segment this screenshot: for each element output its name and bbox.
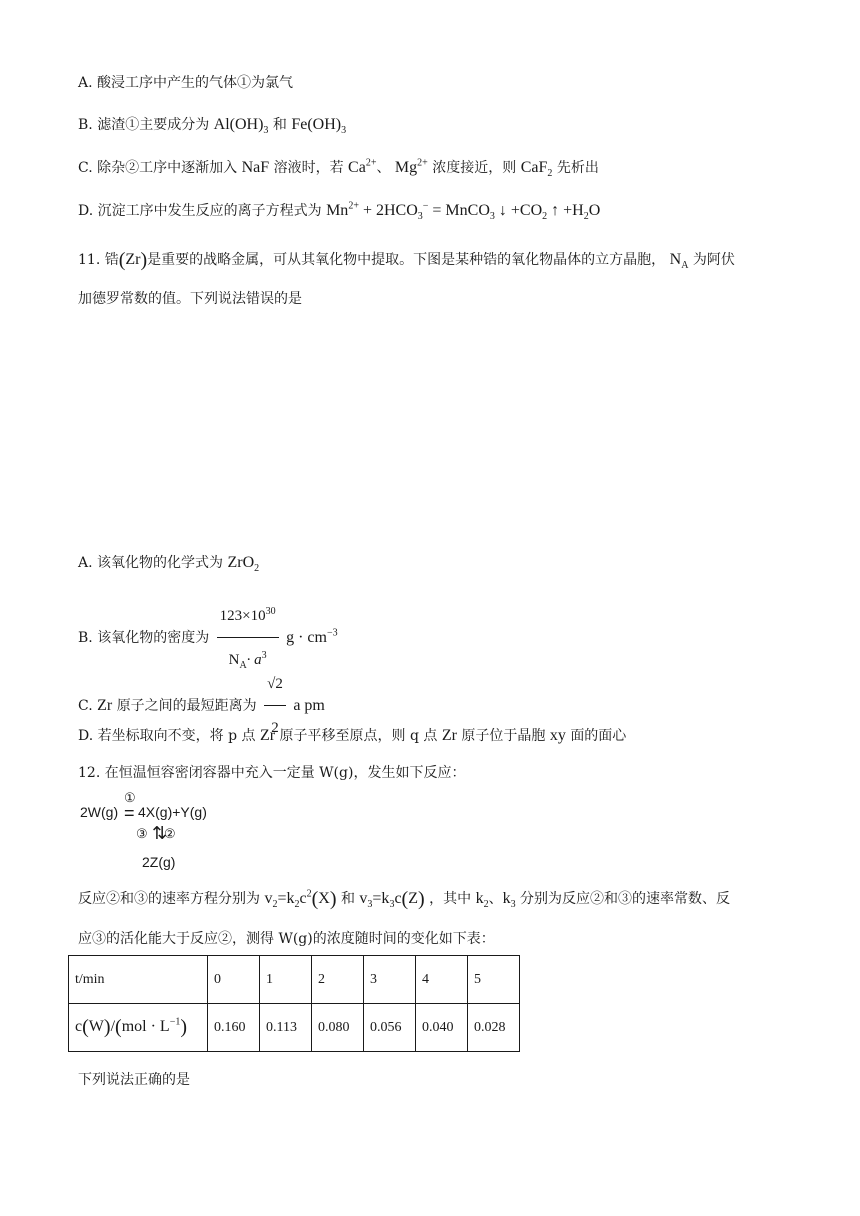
- separator: 、: [376, 160, 391, 176]
- table-cell: 3: [364, 956, 416, 1004]
- table-row: [69, 956, 520, 1004]
- table-row-label: $c(W)/(mol \cdot L^{-1})$: [69, 1004, 208, 1052]
- reaction-scheme: [80, 792, 240, 872]
- q11-option-a: [78, 553, 259, 573]
- q11-stem-line1: 11. 锆(Zr)是重要的战略金属，可从其氧化物中提取。下图是某种锆的氧化物晶体的立方晶胞， $N_A$ 为阿伏: [78, 249, 735, 272]
- scheme-circle-3: ③: [136, 826, 148, 841]
- table-cell: 4: [416, 956, 468, 1004]
- table-cell: 0: [208, 956, 260, 1004]
- scheme-product-2: 2Z(g): [142, 854, 176, 870]
- separator: 、: [488, 891, 503, 907]
- q10-option-b-and: 和: [272, 117, 287, 133]
- q12-intro: [78, 763, 465, 783]
- table-header-label: t/min: [69, 956, 208, 1004]
- q12-rate-text-c: 分别为反应②和③的速率常数、反: [520, 891, 731, 907]
- q12-rate-and: 和: [340, 891, 355, 907]
- element-zr: Zr: [125, 251, 141, 268]
- q10-option-a: [78, 73, 293, 93]
- q10-option-c-prefix: C. 除杂②工序中逐渐加入: [78, 160, 238, 176]
- q10-option-c-end: 先析出: [556, 160, 599, 176]
- q11-option-d-c: 原子位于晶胞: [461, 728, 546, 744]
- q11-option-b-prefix: B. 该氧化物的密度为: [78, 630, 210, 646]
- q12-rate-line: [78, 889, 730, 909]
- scheme-product-1: 4X(g)+Y(g): [138, 804, 207, 820]
- q10-option-b-prefix: B. 滤渣①主要成分为: [78, 117, 210, 133]
- q10-option-c: [78, 158, 599, 178]
- rate-equation-2: $v_2=k_2c^2(X)$: [264, 888, 337, 911]
- q11-number: 11. 锆: [78, 252, 119, 268]
- formula-zro2: ZrO$_2$: [227, 554, 260, 575]
- q12-intro-text: 12. 在恒温恒容密闭容器中充入一定量 W(g)，发生如下反应：: [78, 765, 466, 781]
- k3-symbol: $k_3$: [502, 890, 516, 911]
- table-cell: 0.080: [312, 1004, 364, 1052]
- formula-caf2: CaF$_2$: [520, 159, 553, 180]
- density-unit: $g \cdot cm^{-3}$: [286, 627, 338, 646]
- element-zr: Zr: [97, 697, 113, 714]
- q12-line2-text: 应③的活化能大于反应②，测得 W(g)的浓度随时间的变化如下表：: [78, 931, 495, 947]
- scheme-reactant: 2W(g): [80, 804, 119, 820]
- q10-option-c-mid2: 浓度接近，则: [432, 160, 517, 176]
- ion-mg: $Mg^{2+}$: [394, 157, 428, 176]
- q12-line2: [78, 929, 495, 949]
- table-cell: 0.040: [416, 1004, 468, 1052]
- q12-rate-text-a: 反应②和③的速率方程分别为: [78, 891, 260, 907]
- formula-aloh3: $Al(OH)_3$: [213, 116, 269, 137]
- rate-equation-3: $v_3=k_3c(Z)$: [359, 888, 425, 911]
- distance-fraction: $\frac{√2}{2}$: [264, 664, 286, 748]
- q10-option-b: [78, 115, 346, 135]
- q11-option-d-d: 面的面心: [570, 728, 627, 744]
- scheme-arrows: ⇅: [152, 823, 168, 843]
- element-zr: Zr: [441, 727, 457, 744]
- q10-option-c-mid: 溶液时，若: [273, 160, 344, 176]
- q11-option-d-b: 原子平移至原点，则 q 点: [279, 728, 438, 744]
- q11-option-c-prefix: C.: [78, 698, 93, 714]
- scheme-equal-sign: =: [124, 803, 135, 823]
- plane-xy: xy: [549, 727, 566, 744]
- concentration-table: [68, 955, 520, 1052]
- scheme-circle-1: ①: [124, 790, 136, 805]
- q11-option-d: [78, 726, 626, 746]
- ion-ca: $Ca^{2+}$: [348, 157, 377, 176]
- q11-stem-text: 是重要的战略金属，可从其氧化物中提取。下图是某种锆的氧化物晶体的立方晶胞，: [147, 252, 666, 268]
- density-fraction: $\frac{123\times 10^{30}}{N_A\cdot a^3}$: [217, 596, 279, 680]
- formula-feoh3: $Fe(OH)_3$: [291, 116, 347, 137]
- k2-symbol: $k_2$: [475, 890, 489, 911]
- q11-stem-tail: 为阿伏: [692, 252, 735, 268]
- q12-question-text: 下列说法正确的是: [78, 1072, 190, 1088]
- q11-option-c-mid: 原子之间的最短距离为: [116, 698, 257, 714]
- ionic-equation: $Mn^{2+} + 2HCO_3^-$ = MnCO$_3$ ↓ $+CO_2$ ↑ $+H_2O$: [326, 200, 601, 223]
- table-cell: 0.113: [260, 1004, 312, 1052]
- scheme-circle-2: ②: [164, 826, 176, 841]
- avogadro-symbol: $N_A$: [669, 251, 689, 272]
- q12-question: [78, 1070, 190, 1090]
- q11-option-d-a: D. 若坐标取向不变，将 p 点: [78, 728, 256, 744]
- element-zr: Zr: [259, 727, 276, 744]
- table-cell: 5: [468, 956, 520, 1004]
- q11-stem-line2: [78, 289, 302, 309]
- distance-unit: a pm: [293, 697, 325, 714]
- table-cell: 1: [260, 956, 312, 1004]
- q10-option-d-prefix: D. 沉淀工序中发生反应的离子方程式为: [78, 203, 322, 219]
- q10-option-d: [78, 201, 600, 221]
- q10-option-a-text: A. 酸浸工序中产生的气体①为氯气: [78, 75, 294, 91]
- table-cell: 0.056: [364, 1004, 416, 1052]
- table-cell: 0.160: [208, 1004, 260, 1052]
- table-cell: 0.028: [468, 1004, 520, 1052]
- formula-naf: NaF: [241, 159, 270, 176]
- q11-stem-question: 加德罗常数的值。下列说法错误的是: [78, 291, 302, 307]
- q12-rate-text-b: ，其中: [429, 891, 472, 907]
- q11-option-a-prefix: A. 该氧化物的化学式为: [78, 555, 224, 571]
- table-cell: 2: [312, 956, 364, 1004]
- table-row: [69, 1004, 520, 1052]
